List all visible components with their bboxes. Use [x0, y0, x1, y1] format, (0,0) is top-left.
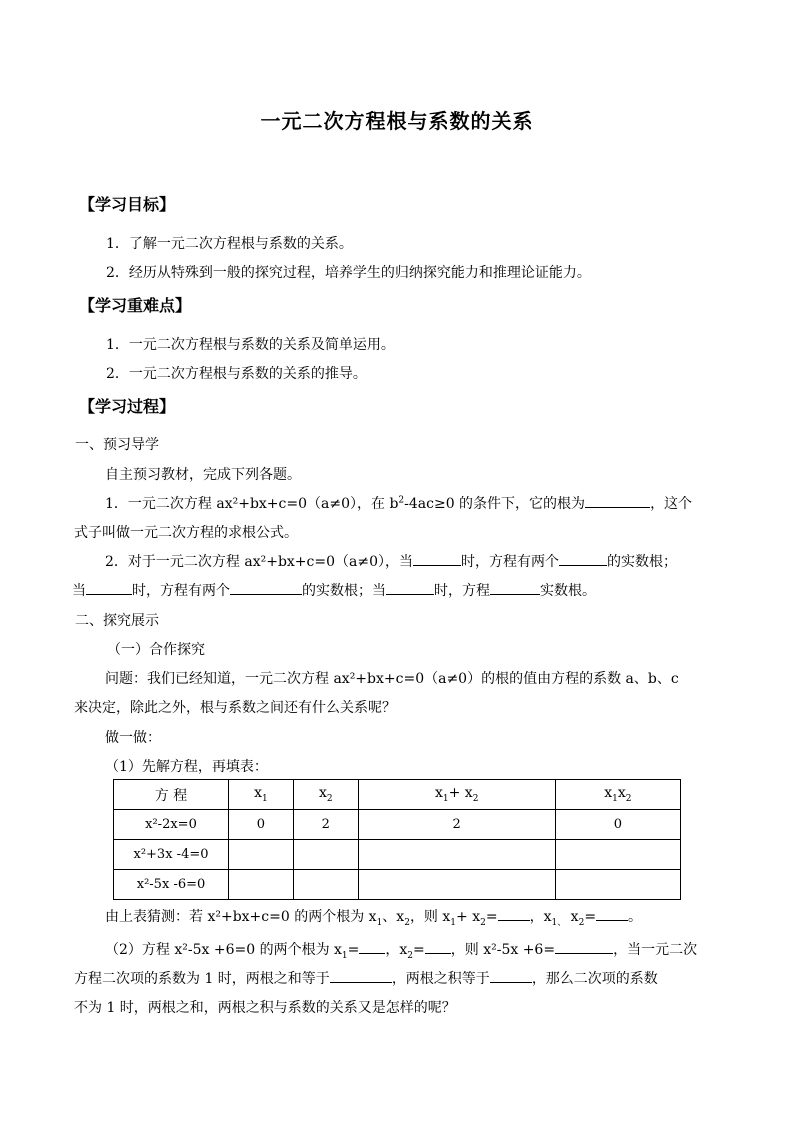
- q2-text-c: 的实数根；: [607, 554, 677, 570]
- subscript: 1: [450, 917, 457, 928]
- step2-text: ，那么二次项的系数: [531, 971, 658, 987]
- subscript: 1、: [551, 917, 567, 928]
- step2-text: ，当一元二次: [613, 942, 698, 958]
- product-blank[interactable]: [490, 968, 532, 983]
- subscript: 2: [480, 917, 486, 928]
- table-cell-blank[interactable]: [358, 840, 555, 870]
- table-row: [114, 840, 681, 870]
- subscript: 2: [578, 917, 585, 928]
- q2-text-d: 当: [72, 583, 86, 599]
- sum-blank[interactable]: [330, 968, 392, 983]
- explore-heading: 二、探究展示: [75, 613, 159, 629]
- q2-text-f: 的实数根；当: [302, 583, 386, 599]
- guess-line: [105, 906, 642, 928]
- guess-text: 、x: [382, 909, 405, 925]
- table-cell-blank[interactable]: [229, 840, 294, 870]
- guess-text: x: [566, 909, 579, 925]
- table-cell: 2: [358, 810, 555, 840]
- step2-text: ，两根之积等于: [391, 971, 490, 987]
- q1-text-b: -4ac≥0 的条件下，它的根为: [404, 496, 586, 512]
- guess-text: ，x: [529, 909, 552, 925]
- problem-line-1: 问题：我们已经知道，一元二次方程 ax²+bx+c=0（a≠0）的根的值由方程的系数 a、b、c: [105, 671, 679, 687]
- q2-blank-4[interactable]: [230, 580, 302, 595]
- subscript: 2: [404, 917, 410, 928]
- guess-text: 。: [628, 909, 643, 925]
- goal-item: 2．经历从特殊到一般的探究过程，培养学生的归纳探究能力和推理论证能力。: [106, 265, 591, 281]
- problem-line-2: 来决定，除此之外，根与系数之间还有什么关系呢？: [74, 700, 396, 716]
- step-2-line-2: [74, 968, 658, 988]
- table-cell: 0: [555, 810, 680, 840]
- table-cell-blank[interactable]: [293, 840, 358, 870]
- table-cell: 2: [293, 810, 358, 840]
- q1-text-c: ，这个: [650, 496, 693, 512]
- table-cell-blank[interactable]: [555, 870, 680, 900]
- root-2-blank[interactable]: [425, 939, 451, 954]
- table-row: [114, 870, 681, 900]
- step2-text: =: [413, 942, 425, 958]
- guess-text: =: [485, 909, 498, 925]
- subscript: 2: [407, 950, 414, 961]
- page-title: 一元二次方程根与系数的关系: [260, 109, 534, 133]
- q2-text-h: 实数根。: [540, 583, 596, 599]
- subscript: 1: [376, 917, 383, 928]
- q2-text-b: 时，方程有两个: [461, 554, 559, 570]
- key-item: 1．一元二次方程根与系数的关系及简单运用。: [106, 337, 395, 353]
- q1-answer-blank[interactable]: [585, 493, 650, 508]
- q2-blank-5[interactable]: [386, 580, 434, 595]
- guess-product-blank[interactable]: [596, 906, 628, 921]
- guess-text: + x: [456, 909, 481, 925]
- root-1-blank[interactable]: [359, 939, 385, 954]
- process-heading: 【学习过程】: [79, 397, 176, 416]
- table-header-x1: $x_1$: [229, 780, 294, 810]
- table-header-sum: $x_1+ x_2$: [358, 780, 555, 810]
- q1-sup: 2: [398, 495, 405, 506]
- q2-text-e: 时，方程有两个: [132, 583, 230, 599]
- guess-text: =: [584, 909, 597, 925]
- question-1-cont: 式子叫做一元二次方程的求根公式。: [74, 525, 298, 541]
- guess-text: 由上表猜测：若 x²+bx+c=0 的两个根为 x: [105, 909, 377, 925]
- table-header-equation: 方 程: [114, 780, 229, 810]
- table-cell-blank[interactable]: [555, 840, 680, 870]
- table-cell: x²-2x=0: [114, 810, 229, 840]
- table-cell-blank[interactable]: [229, 870, 294, 900]
- explore-subheading: （一）合作探究: [107, 642, 205, 658]
- q2-blank-6[interactable]: [490, 580, 540, 595]
- q2-blank-1[interactable]: [413, 551, 461, 566]
- step2-text: （2）方程 x²-5x +6=0 的两个根为 x: [105, 942, 342, 958]
- step2-text: 方程二次项的系数为 1 时，两根之和等于: [74, 971, 330, 987]
- guess-sum-blank[interactable]: [498, 906, 530, 921]
- step2-text: ，则 x²-5x +6=: [450, 942, 556, 958]
- step2-text: =: [347, 942, 360, 958]
- step-2-line-3: 不为 1 时，两根之和，两根之积与系数的关系又是怎样的呢？: [74, 1000, 456, 1016]
- subscript: 1: [341, 950, 348, 961]
- table-cell: x²+3x -4=0: [114, 840, 229, 870]
- try-label: 做一做：: [105, 730, 161, 746]
- preview-intro: 自主预习教材，完成下列各题。: [105, 467, 301, 483]
- question-1: [105, 493, 692, 513]
- q2-blank-2[interactable]: [559, 551, 607, 566]
- guess-text: ，则 x: [409, 909, 451, 925]
- goal-item: 1．了解一元二次方程根与系数的关系。: [106, 236, 353, 252]
- factor-blank[interactable]: [555, 939, 613, 954]
- table-cell-blank[interactable]: [293, 870, 358, 900]
- key-heading: 【学习重难点】: [79, 296, 192, 315]
- question-2: [105, 551, 677, 571]
- table-header-row: [114, 780, 681, 810]
- table-header-product: $x_1x_2$: [555, 780, 680, 810]
- preview-heading: 一、预习导学: [75, 437, 159, 453]
- q1-text-a: 1．一元二次方程 ax²+bx+c=0（a≠0），在 b: [105, 496, 399, 512]
- table-header-x2: $x_2$: [293, 780, 358, 810]
- table-cell-blank[interactable]: [358, 870, 555, 900]
- goals-heading: 【学习目标】: [79, 195, 176, 214]
- question-2-cont: [72, 580, 596, 600]
- table-cell: x²-5x -6=0: [114, 870, 229, 900]
- key-item: 2．一元二次方程根与系数的关系的推导。: [106, 366, 367, 382]
- table-cell: 0: [229, 810, 294, 840]
- q2-text-a: 2．对于一元二次方程 ax²+bx+c=0（a≠0），当: [105, 554, 413, 570]
- step-2-line-1: [105, 939, 697, 961]
- q2-text-g: 时，方程: [434, 583, 490, 599]
- table-row: [114, 810, 681, 840]
- step2-text: ，x: [385, 942, 408, 958]
- step-1-label: （1）先解方程，再填表：: [105, 759, 268, 775]
- q2-blank-3[interactable]: [86, 580, 132, 595]
- fill-table: [113, 779, 681, 900]
